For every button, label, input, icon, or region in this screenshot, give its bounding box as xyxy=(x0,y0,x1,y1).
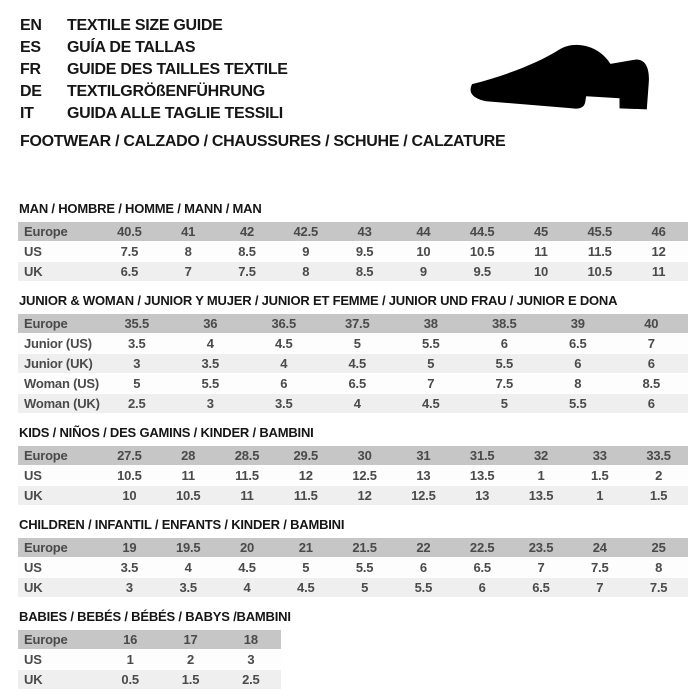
size-value-cell: 11 xyxy=(512,242,571,261)
size-value-cell: 3 xyxy=(100,578,159,597)
size-value-cell: 6 xyxy=(394,558,453,577)
size-value-cell: 4.5 xyxy=(321,354,395,373)
row-label: UK xyxy=(18,578,100,597)
size-value-cell: 5.5 xyxy=(468,354,542,373)
size-value-cell: 8 xyxy=(541,374,615,393)
row-label: Europe xyxy=(18,538,100,557)
size-table-row xyxy=(18,334,688,353)
size-table xyxy=(18,445,688,506)
size-value-cell: 33.5 xyxy=(629,446,688,465)
size-value-cell: 22.5 xyxy=(453,538,512,557)
size-table-row xyxy=(18,374,688,393)
size-value-cell: 10.5 xyxy=(159,486,218,505)
size-value-cell: 4.5 xyxy=(276,578,335,597)
size-value-cell: 1 xyxy=(512,466,571,485)
size-value-cell: 11.5 xyxy=(218,466,277,485)
size-value-cell: 7 xyxy=(159,262,218,281)
size-value-cell: 3.5 xyxy=(247,394,321,413)
size-value-cell: 6 xyxy=(247,374,321,393)
size-table-row xyxy=(18,466,688,485)
size-value-cell: 40.5 xyxy=(100,222,159,241)
size-value-cell: 13.5 xyxy=(453,466,512,485)
size-table-row xyxy=(18,486,688,505)
size-table-title: KIDS / NIÑOS / DES GAMINS / KINDER / BAMBINI xyxy=(19,425,314,440)
size-value-cell: 7.5 xyxy=(218,262,277,281)
size-value-cell: 4 xyxy=(247,354,321,373)
size-value-cell: 2 xyxy=(629,466,688,485)
size-section xyxy=(18,293,700,414)
size-value-cell: 35.5 xyxy=(100,314,174,333)
size-value-cell: 6.5 xyxy=(453,558,512,577)
dress-shoe-icon xyxy=(466,37,668,111)
size-value-cell: 4.5 xyxy=(394,394,468,413)
size-value-cell: 42 xyxy=(218,222,277,241)
size-value-cell: 12 xyxy=(629,242,688,261)
size-value-cell: 31.5 xyxy=(453,446,512,465)
language-code: DE xyxy=(20,83,42,100)
row-label: US xyxy=(18,650,100,669)
size-value-cell: 5.5 xyxy=(541,394,615,413)
size-value-cell: 4 xyxy=(159,558,218,577)
size-value-cell: 10 xyxy=(394,242,453,261)
size-value-cell: 1.5 xyxy=(629,486,688,505)
size-value-cell: 37.5 xyxy=(321,314,395,333)
size-value-cell: 7.5 xyxy=(468,374,542,393)
size-value-cell: 4 xyxy=(218,578,277,597)
size-value-cell: 45 xyxy=(512,222,571,241)
size-value-cell: 13.5 xyxy=(512,486,571,505)
size-value-cell: 4 xyxy=(321,394,395,413)
language-code: ES xyxy=(20,39,41,56)
size-table-title: BABIES / BEBÉS / BÉBÉS / BABYS /BAMBINI xyxy=(19,609,291,624)
size-table-row xyxy=(18,262,688,281)
size-value-cell: 5.5 xyxy=(394,334,468,353)
row-label: US xyxy=(18,242,100,261)
size-value-cell: 11 xyxy=(629,262,688,281)
row-label: US xyxy=(18,558,100,577)
size-value-cell: 5 xyxy=(394,354,468,373)
size-value-cell: 5.5 xyxy=(174,374,248,393)
size-table-title: CHILDREN / INFANTIL / ENFANTS / KINDER / BAMBINI xyxy=(19,517,345,532)
size-tables-container xyxy=(18,201,700,690)
size-value-cell: 18 xyxy=(221,630,281,649)
category-title: FOOTWEAR / CALZADO / CHAUSSURES / SCHUHE / CALZATURE xyxy=(20,133,506,150)
size-value-cell: 40 xyxy=(615,314,689,333)
size-table-row xyxy=(18,538,688,557)
size-value-cell: 6.5 xyxy=(512,578,571,597)
row-label: Europe xyxy=(18,446,100,465)
size-value-cell: 11 xyxy=(218,486,277,505)
size-value-cell: 45.5 xyxy=(570,222,629,241)
size-value-cell: 7 xyxy=(394,374,468,393)
size-table xyxy=(18,629,281,690)
size-value-cell: 1 xyxy=(100,650,160,669)
size-table-row xyxy=(18,558,688,577)
size-section xyxy=(18,201,700,282)
size-value-cell: 46 xyxy=(629,222,688,241)
row-label: Europe xyxy=(18,630,100,649)
size-value-cell: 36.5 xyxy=(247,314,321,333)
size-value-cell: 6 xyxy=(615,394,689,413)
size-value-cell: 6.5 xyxy=(541,334,615,353)
size-value-cell: 3.5 xyxy=(100,558,159,577)
size-value-cell: 3 xyxy=(174,394,248,413)
size-value-cell: 10.5 xyxy=(453,242,512,261)
row-label: UK xyxy=(18,486,100,505)
size-value-cell: 5 xyxy=(335,578,394,597)
size-value-cell: 8.5 xyxy=(615,374,689,393)
size-value-cell: 1.5 xyxy=(570,466,629,485)
size-value-cell: 4 xyxy=(174,334,248,353)
size-value-cell: 2.5 xyxy=(221,670,281,689)
size-value-cell: 23.5 xyxy=(512,538,571,557)
size-section xyxy=(18,609,700,690)
size-value-cell: 41 xyxy=(159,222,218,241)
size-value-cell: 4.5 xyxy=(218,558,277,577)
size-value-cell: 7 xyxy=(570,578,629,597)
size-value-cell: 8 xyxy=(629,558,688,577)
size-value-cell: 16 xyxy=(100,630,160,649)
size-value-cell: 17 xyxy=(160,630,220,649)
size-table-row xyxy=(18,446,688,465)
size-value-cell: 9 xyxy=(394,262,453,281)
size-value-cell: 11 xyxy=(159,466,218,485)
size-value-cell: 10 xyxy=(512,262,571,281)
size-value-cell: 29.5 xyxy=(276,446,335,465)
size-value-cell: 3.5 xyxy=(174,354,248,373)
row-label: UK xyxy=(18,262,100,281)
size-value-cell: 21 xyxy=(276,538,335,557)
size-table-title: JUNIOR & WOMAN / JUNIOR Y MUJER / JUNIOR ET FEMME / JUNIOR UND FRAU / JUNIOR E DONA xyxy=(19,293,618,308)
row-label: US xyxy=(18,466,100,485)
size-value-cell: 8 xyxy=(159,242,218,261)
row-label: Junior (US) xyxy=(18,334,100,353)
size-value-cell: 3 xyxy=(100,354,174,373)
row-label: Europe xyxy=(18,314,100,333)
size-value-cell: 6.5 xyxy=(100,262,159,281)
language-guide-title: TEXTILGRÖßENFÜHRUNG xyxy=(67,83,265,100)
size-table-row xyxy=(18,578,688,597)
size-table xyxy=(18,221,688,282)
size-value-cell: 12.5 xyxy=(394,486,453,505)
size-value-cell: 8 xyxy=(276,262,335,281)
size-value-cell: 28.5 xyxy=(218,446,277,465)
size-table-row xyxy=(18,670,281,689)
size-value-cell: 4.5 xyxy=(247,334,321,353)
size-value-cell: 6 xyxy=(615,354,689,373)
size-value-cell: 20 xyxy=(218,538,277,557)
size-value-cell: 8.5 xyxy=(335,262,394,281)
size-value-cell: 19 xyxy=(100,538,159,557)
row-label: UK xyxy=(18,670,100,689)
size-value-cell: 6 xyxy=(453,578,512,597)
size-table-row xyxy=(18,222,688,241)
language-guide-title: GUIDE DES TAILLES TEXTILE xyxy=(67,61,288,78)
size-value-cell: 21.5 xyxy=(335,538,394,557)
size-value-cell: 39 xyxy=(541,314,615,333)
size-value-cell: 36 xyxy=(174,314,248,333)
size-value-cell: 44.5 xyxy=(453,222,512,241)
size-table-row xyxy=(18,314,688,333)
size-table xyxy=(18,313,688,414)
size-table-row xyxy=(18,242,688,261)
size-value-cell: 13 xyxy=(394,466,453,485)
size-value-cell: 6.5 xyxy=(321,374,395,393)
size-value-cell: 5 xyxy=(100,374,174,393)
language-code: EN xyxy=(20,17,42,34)
size-value-cell: 2 xyxy=(160,650,220,669)
size-value-cell: 7.5 xyxy=(629,578,688,597)
size-value-cell: 8.5 xyxy=(218,242,277,261)
size-table-row xyxy=(18,650,281,669)
size-value-cell: 5.5 xyxy=(335,558,394,577)
row-label: Junior (UK) xyxy=(18,354,100,373)
language-guide-title: GUÍA DE TALLAS xyxy=(67,39,196,56)
size-value-cell: 13 xyxy=(453,486,512,505)
size-table-row xyxy=(18,630,281,649)
size-value-cell: 3.5 xyxy=(159,578,218,597)
language-guide-title: GUIDA ALLE TAGLIE TESSILI xyxy=(67,105,283,122)
size-value-cell: 32 xyxy=(512,446,571,465)
size-value-cell: 1.5 xyxy=(160,670,220,689)
size-value-cell: 2.5 xyxy=(100,394,174,413)
size-value-cell: 9 xyxy=(276,242,335,261)
row-label: Woman (US) xyxy=(18,374,100,393)
size-value-cell: 42.5 xyxy=(276,222,335,241)
size-value-cell: 11.5 xyxy=(276,486,335,505)
size-value-cell: 5 xyxy=(321,334,395,353)
size-value-cell: 19.5 xyxy=(159,538,218,557)
size-value-cell: 5.5 xyxy=(394,578,453,597)
size-value-cell: 38 xyxy=(394,314,468,333)
size-value-cell: 31 xyxy=(394,446,453,465)
size-value-cell: 22 xyxy=(394,538,453,557)
language-row xyxy=(20,15,700,37)
size-value-cell: 12 xyxy=(276,466,335,485)
language-guide-title: TEXTILE SIZE GUIDE xyxy=(67,17,223,34)
size-value-cell: 10.5 xyxy=(100,466,159,485)
size-value-cell: 7 xyxy=(512,558,571,577)
size-value-cell: 6 xyxy=(468,334,542,353)
size-value-cell: 43 xyxy=(335,222,394,241)
size-value-cell: 10.5 xyxy=(570,262,629,281)
size-value-cell: 5 xyxy=(276,558,335,577)
size-value-cell: 12 xyxy=(335,486,394,505)
size-value-cell: 28 xyxy=(159,446,218,465)
size-table-row xyxy=(18,394,688,413)
size-value-cell: 3.5 xyxy=(100,334,174,353)
size-value-cell: 5 xyxy=(468,394,542,413)
size-value-cell: 7.5 xyxy=(100,242,159,261)
size-value-cell: 33 xyxy=(570,446,629,465)
size-value-cell: 9.5 xyxy=(453,262,512,281)
size-value-cell: 11.5 xyxy=(570,242,629,261)
size-value-cell: 38.5 xyxy=(468,314,542,333)
size-value-cell: 10 xyxy=(100,486,159,505)
size-value-cell: 1 xyxy=(570,486,629,505)
size-value-cell: 9.5 xyxy=(335,242,394,261)
row-label: Woman (UK) xyxy=(18,394,100,413)
size-value-cell: 27.5 xyxy=(100,446,159,465)
size-table-title: MAN / HOMBRE / HOMME / MANN / MAN xyxy=(19,201,262,216)
size-value-cell: 0.5 xyxy=(100,670,160,689)
language-code: FR xyxy=(20,61,41,78)
size-value-cell: 3 xyxy=(221,650,281,669)
size-value-cell: 12.5 xyxy=(335,466,394,485)
size-section xyxy=(18,517,700,598)
size-section xyxy=(18,425,700,506)
size-table-row xyxy=(18,354,688,373)
size-value-cell: 24 xyxy=(570,538,629,557)
size-table xyxy=(18,537,688,598)
size-value-cell: 7 xyxy=(615,334,689,353)
size-value-cell: 25 xyxy=(629,538,688,557)
row-label: Europe xyxy=(18,222,100,241)
size-value-cell: 6 xyxy=(541,354,615,373)
language-code: IT xyxy=(20,105,34,122)
size-value-cell: 30 xyxy=(335,446,394,465)
size-value-cell: 7.5 xyxy=(570,558,629,577)
size-value-cell: 44 xyxy=(394,222,453,241)
